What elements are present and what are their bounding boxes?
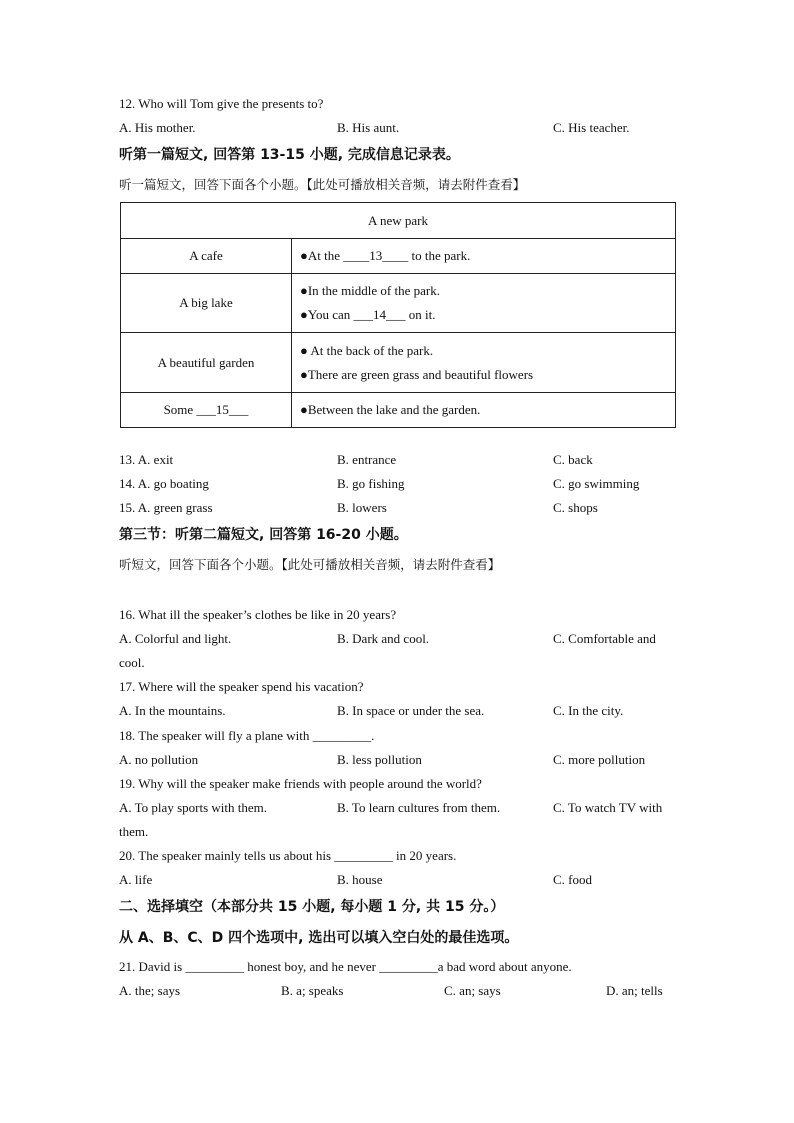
q15-options [119,500,679,516]
section3-instruction: 听短文，回答下面各个小题。【此处可播放相关音频，请去附件查看】 [119,557,501,572]
question-17: 17. Where will the speaker spend his vacation? [119,679,364,694]
q21-option-c[interactable]: C. an; says [444,983,501,998]
row-label: A beautiful garden [121,333,292,393]
q21-option-d[interactable]: D. an; tells [606,983,663,998]
q19-option-a[interactable]: A. To play sports with them. [119,800,267,815]
question-16: 16. What ill the speaker’s clothes be like in 20 years? [119,607,397,622]
q13-option-a[interactable]: 13. A. exit [119,452,174,467]
q19-options [119,800,679,816]
question-18: 18. The speaker will fly a plane with _________. [119,728,375,743]
q18-option-a[interactable]: A. no pollution [119,752,199,767]
table-row [121,274,676,333]
row-label: A big lake [121,274,292,333]
q20-option-b[interactable]: B. house [337,872,383,887]
q21-options [119,983,679,999]
q17-option-b[interactable]: B. In space or under the sea. [337,703,485,718]
q12-options [119,120,679,136]
q12-option-a[interactable]: A. His mother. [119,120,196,135]
q20-options [119,872,679,888]
info-record-table [120,202,676,428]
table-row [121,393,676,428]
question-21: 21. David is _________ honest boy, and he never _________a bad word about anyone. [119,959,572,974]
q16-option-b[interactable]: B. Dark and cool. [337,631,430,646]
q13-option-b[interactable]: B. entrance [337,452,397,467]
row-detail: ●There are green grass and beautiful flowers [300,366,534,382]
q17-option-a[interactable]: A. In the mountains. [119,703,226,718]
row-detail: ● At the back of the park. [300,342,434,358]
question-12: 12. Who will Tom give the presents to? [119,96,324,111]
q18-option-b[interactable]: B. less pollution [337,752,422,767]
q15-option-c[interactable]: C. shops [553,500,598,515]
q14-options [119,476,679,492]
q19-option-c-continued: them. [119,824,149,839]
question-19: 19. Why will the speaker make friends with people around the world? [119,776,482,791]
q21-option-a[interactable]: A. the; says [119,983,181,998]
table-title: A new park [121,203,676,239]
q19-option-c[interactable]: C. To watch TV with [553,800,663,815]
q16-options [119,631,679,647]
passage1-instruction: 听一篇短文，回答下面各个小题。【此处可播放相关音频，请去附件查看】 [119,177,526,192]
table-row [121,239,676,274]
part2-heading: 二、选择填空（本部分共 15 小题, 每小题 1 分, 共 15 分。） [119,899,505,915]
row-detail: ●Between the lake and the garden. [300,402,481,417]
section3-heading: 第三节：听第二篇短文, 回答第 16-20 小题。 [119,527,408,543]
q15-option-b[interactable]: B. lowers [337,500,387,515]
question-20: 20. The speaker mainly tells us about his _________ in 20 years. [119,848,457,863]
q12-option-c[interactable]: C. His teacher. [553,120,630,135]
q16-option-a[interactable]: A. Colorful and light. [119,631,232,646]
q17-options [119,703,679,719]
q14-option-a[interactable]: 14. A. go boating [119,476,209,491]
part2-subheading: 从 A、B、C、D 四个选项中, 选出可以填入空白处的最佳选项。 [119,930,519,946]
q18-options [119,752,679,768]
q12-option-b[interactable]: B. His aunt. [337,120,400,135]
row-label: Some ___15___ [121,393,292,428]
q16-option-c[interactable]: C. Comfortable and [553,631,656,646]
q14-option-c[interactable]: C. go swimming [553,476,640,491]
q16-option-c-continued: cool. [119,655,145,670]
q17-option-c[interactable]: C. In the city. [553,703,624,718]
q14-option-b[interactable]: B. go fishing [337,476,405,491]
q18-option-c[interactable]: C. more pollution [553,752,646,767]
row-detail: ●You can ___14___ on it. [300,307,436,322]
q19-option-b[interactable]: B. To learn cultures from them. [337,800,501,815]
row-label: A cafe [121,239,292,274]
passage1-heading: 听第一篇短文, 回答第 13-15 小题, 完成信息记录表。 [119,147,460,163]
q13-options [119,452,679,468]
q20-option-c[interactable]: C. food [553,872,592,887]
table-row [121,333,676,393]
row-detail: ●In the middle of the park. [300,283,440,298]
q15-option-a[interactable]: 15. A. green grass [119,500,213,515]
q21-option-b[interactable]: B. a; speaks [281,983,344,998]
row-detail: ●At the ____13____ to the park. [300,248,471,263]
q20-option-a[interactable]: A. life [119,872,153,887]
q13-option-c[interactable]: C. back [553,452,593,467]
